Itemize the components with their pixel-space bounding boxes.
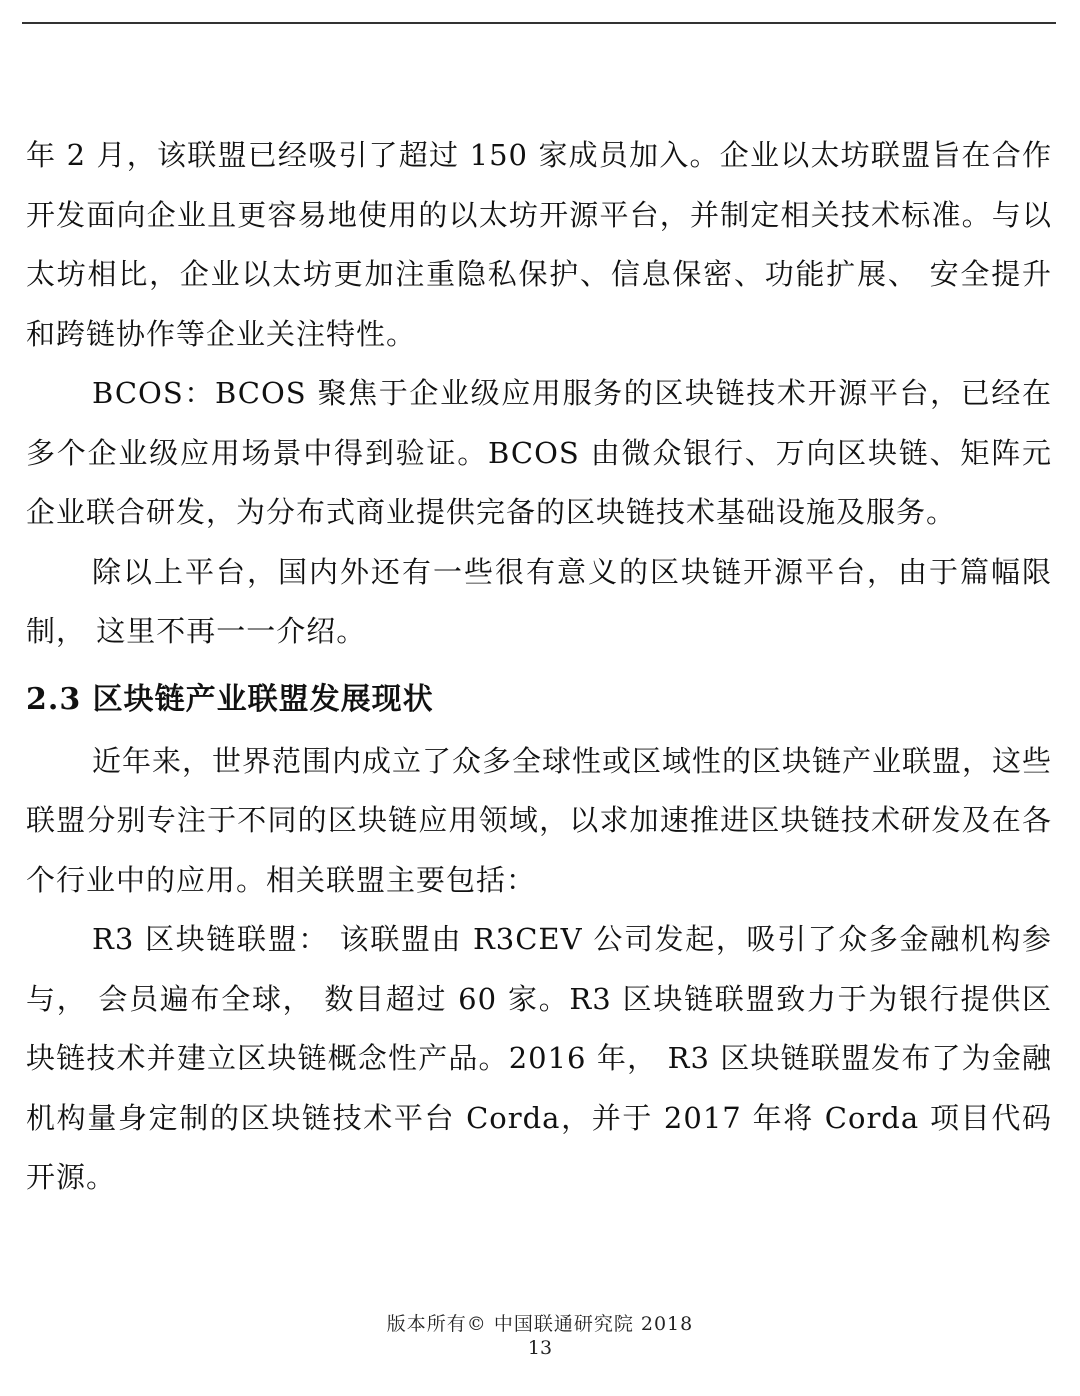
header-rule [22,22,1056,24]
paragraph-r3-alliance: R3 区块链联盟： 该联盟由 R3CEV 公司发起，吸引了众多金融机构参与， 会员遍布全球， 数目超过 60 家。R3 区块链联盟致力于为银行提供区块链技术并建立区块链概念性产品。2016 年， R3 区块链联盟发布了为金融机构量身定制的区块链技术平台 Corda，并于 2017 年将 Corda 项目代码开源。 [26,922,1052,1194]
document-body [26,126,1052,1208]
paragraph-alliances-intro: 近年来，世界范围内成立了众多全球性或区域性的区块链产业联盟，这些联盟分别专注于不同的区块链应用领域，以求加速推进区块链技术研发及在各个行业中的应用。相关联盟主要包括： [26,743,1053,897]
paragraph-eea-continued: 年 2 月，该联盟已经吸引了超过 150 家成员加入。企业以太坊联盟旨在合作开发面向企业且更容易地使用的以太坊开源平台，并制定相关技术标准。与以太坊相比，企业以太坊更加注重隐私保护、信息保密、功能扩展、 安全提升和跨链协作等企业关注特性。 [26,138,1052,351]
page-number: 13 [527,1337,553,1359]
paragraph-other-platforms: 除以上平台，国内外还有一些很有意义的区块链开源平台，由于篇幅限制， 这里不再一一介绍。 [26,554,1052,648]
section-heading: 2.3 区块链产业联盟发展现状 [26,681,434,717]
paragraph-bcos: BCOS：BCOS 聚焦于企业级应用服务的区块链技术开源平台，已经在多个企业级应用场景中得到验证。BCOS 由微众银行、万向区块链、矩阵元企业联合研发，为分布式商业提供完备的区块链技术基础设施及服务。 [26,376,1052,529]
footer-copyright: 版本所有© 中国联通研究院 2018 [386,1313,694,1335]
